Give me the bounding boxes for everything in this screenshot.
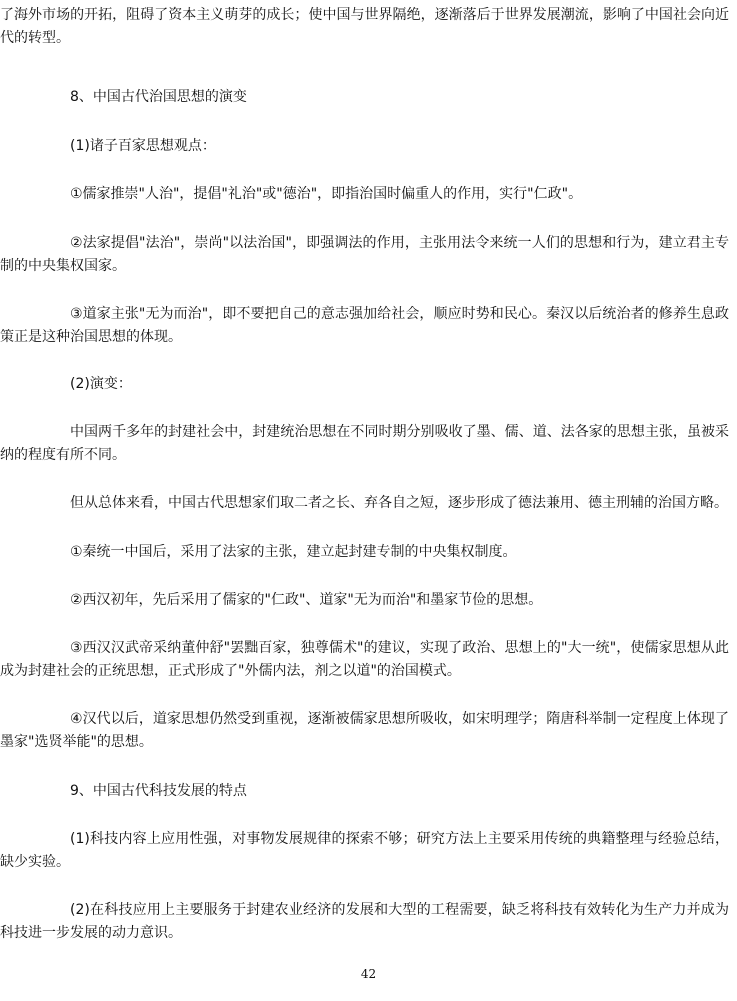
paragraph-legalist: ②法家提倡"法治"，崇尚"以法治国"，即强调法的作用，主张用法令来统一人们的思想和行为，建立君主专制的中央集权国家。: [0, 235, 729, 274]
section-heading-8: 8、中国古代治国思想的演变: [70, 89, 247, 105]
paragraph-qin: ①秦统一中国后，采用了法家的主张，建立起封建专制的中央集权制度。: [70, 544, 517, 560]
subheading-evolution: (2)演变：: [70, 376, 132, 392]
paragraph-feudal-thought: 中国两千多年的封建社会中，封建统治思想在不同时期分别吸收了墨、儒、道、法各家的思想主张，虽被采纳的程度有所不同。: [0, 424, 729, 463]
section-heading-9: 9、中国古代科技发展的特点: [70, 783, 247, 799]
paragraph-after-han: ④汉代以后，道家思想仍然受到重视，逐渐被儒家思想所吸收，如宋明理学；隋唐科举制一定程度上体现了墨家"选贤举能"的思想。: [0, 711, 729, 750]
paragraph-han-wudi: ③西汉汉武帝采纳董仲舒"罢黜百家，独尊儒术"的建议，实现了政治、思想上的"大一统"，使儒家思想从此成为封建社会的正统思想，正式形成了"外儒内法，剂之以道"的治国模式。: [0, 640, 729, 679]
paragraph-tech-content: (1)科技内容上应用性强，对事物发展规律的探索不够；研究方法上主要采用传统的典籍整理与经验总结，缺少实验。: [0, 831, 729, 870]
paragraph-overall: 但从总体来看，中国古代思想家们取二者之长、弃各自之短，逐步形成了德法兼用、德主刑辅的治国方略。: [70, 495, 728, 511]
paragraph-continuation: 了海外市场的开拓，阻碍了资本主义萌芽的成长；使中国与世界隔绝，逐渐落后于世界发展潮流，影响了中国社会向近代的转型。: [0, 7, 729, 46]
paragraph-early-han: ②西汉初年，先后采用了儒家的"仁政"、道家"无为而治"和墨家节俭的思想。: [70, 592, 543, 608]
page-number: 42: [360, 967, 377, 981]
paragraph-tech-application: (2)在科技应用上主要服务于封建农业经济的发展和大型的工程需要，缺乏将科技有效转化为生产力并成为科技进一步发展的动力意识。: [0, 902, 729, 941]
paragraph-confucian: ①儒家推崇"人治"，提倡"礼治"或"德治"，即指治国时偏重人的作用，实行"仁政"。: [70, 186, 583, 202]
subheading-schools-views: (1)诸子百家思想观点：: [70, 138, 216, 154]
paragraph-taoist: ③道家主张"无为而治"，即不要把自己的意志强加给社会，顺应时势和民心。秦汉以后统治者的修养生息政策正是这种治国思想的体现。: [0, 306, 729, 345]
